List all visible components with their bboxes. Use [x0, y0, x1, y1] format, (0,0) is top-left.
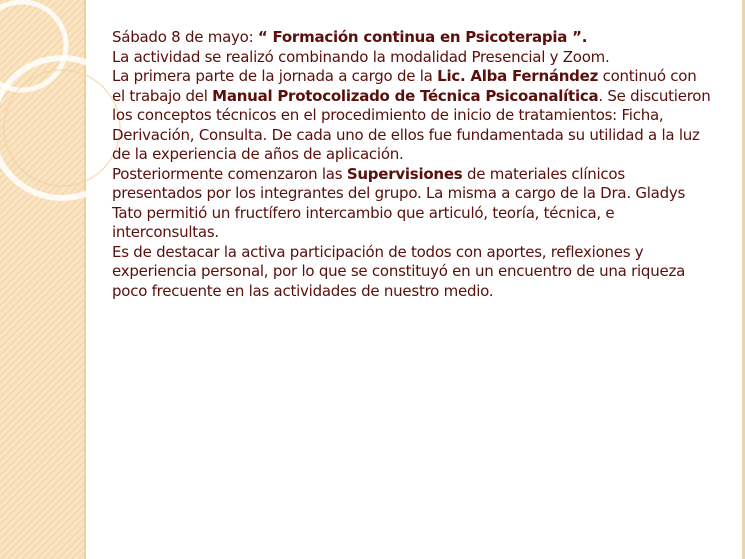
title-activity: “ Formación continua en Psicoterapia ”. — [257, 28, 588, 46]
closing-paragraph: Es de destacar la activa participación de todos con aportes, reflexiones y experiencia personal, por lo que se constituyó en un encuentro de una riqueza poco frecuente en las actividades de nuestro medio. — [112, 242, 686, 300]
second-text-1: Posteriormente comenzaron las — [112, 164, 347, 183]
second-part-paragraph — [112, 165, 712, 243]
supervisions-label: Supervisiones — [346, 164, 463, 183]
first-text-2: continuó con el trabajo del — [112, 67, 697, 105]
manual-name: Manual Protocolizado de Técnica Psicoanalítica — [212, 86, 599, 105]
side-panel-pattern — [0, 0, 84, 559]
intro-paragraph: La actividad se realizó combinando la modalidad Presencial y Zoom. — [112, 47, 610, 66]
slide-content — [112, 28, 712, 301]
second-text-2: de materiales clínicos presentados por los integrantes del grupo. La misma a cargo de la Dra. Gladys Tato permitió un fructífero intercambio que articuló, teoría, técnica, e interconsultas. — [112, 164, 686, 241]
first-text-3: . Se discutieron los conceptos técnicos en el procedimiento de inicio de tratamientos: Ficha, Derivación, Consulta. De cada uno de ellos fue fundamentada su utilidad a la luz de la experiencia de años de aplicación. — [112, 86, 711, 163]
first-part-paragraph — [112, 67, 712, 165]
slide-title — [112, 28, 712, 48]
first-text-1: La primera parte de la jornada a cargo de la — [112, 67, 438, 85]
first-speaker: Lic. Alba Fernández — [437, 67, 599, 85]
title-date: Sábado 8 de mayo: — [112, 28, 258, 46]
side-divider — [84, 0, 86, 559]
